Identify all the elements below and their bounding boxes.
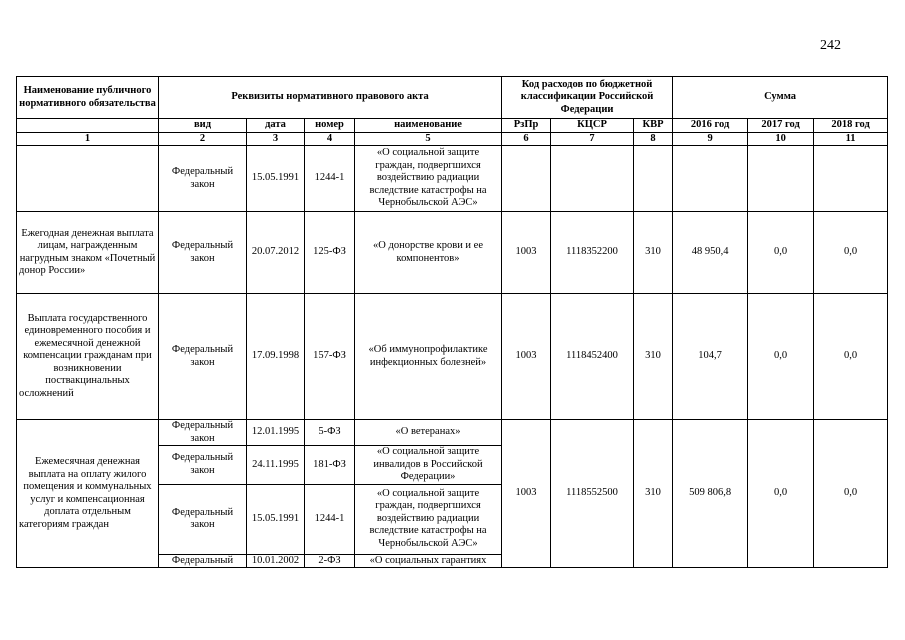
header-kvr: КВР	[634, 119, 673, 133]
act-number: 1244-1	[305, 146, 355, 212]
obligation-name: Ежегодная денежная выплата лицам, награжденным нагрудным знаком «Почетный донор России»	[17, 212, 159, 294]
col-num: 5	[355, 132, 502, 146]
header-kcsr: КЦСР	[551, 119, 634, 133]
col-num: 8	[634, 132, 673, 146]
header-2017: 2017 год	[748, 119, 814, 133]
sum-2016-cell	[673, 146, 748, 212]
header-obligation-name: Наименование публичного нормативного обязательства	[17, 77, 159, 119]
sum-2018-cell: 0,0	[814, 420, 888, 568]
act-date: 15.05.1991	[247, 146, 305, 212]
obligation-name: Ежемесячная денежная выплата на оплату жилого помещения и коммунальных услуг и компенсационная доплата отдельным категориям граждан	[17, 420, 159, 568]
sum-2018-cell: 0,0	[814, 294, 888, 420]
act-type: Федеральный закон	[159, 146, 247, 212]
act-type: Федеральный закон	[159, 446, 247, 485]
sum-2017-cell: 0,0	[748, 294, 814, 420]
sum-2016-cell: 509 806,8	[673, 420, 748, 568]
act-type: Федеральный закон	[159, 294, 247, 420]
act-number: 1244-1	[305, 484, 355, 554]
obligation-cell	[17, 146, 159, 212]
header-row	[17, 77, 888, 119]
header-act-requisites: Реквизиты нормативного правового акта	[159, 77, 502, 119]
kvr-cell: 310	[634, 420, 673, 568]
subheader-row	[17, 119, 888, 133]
page-number: 242	[820, 38, 841, 53]
act-type: Федеральный	[159, 554, 247, 568]
act-date: 17.09.1998	[247, 294, 305, 420]
kcsr-cell: 1118452400	[551, 294, 634, 420]
act-name: «О донорстве крови и ее компонентов»	[355, 212, 502, 294]
table-row	[17, 420, 888, 446]
act-name: «О социальной защите граждан, подвергшихся воздействию радиации вследствие катастрофы на Чернобыльской АЭС»	[355, 146, 502, 212]
table-row	[17, 212, 888, 294]
sum-2017-cell: 0,0	[748, 420, 814, 568]
header-rzpr: РзПр	[502, 119, 551, 133]
col-num: 7	[551, 132, 634, 146]
act-name: «О социальных гарантиях	[355, 554, 502, 568]
col-num: 2	[159, 132, 247, 146]
sum-2016-cell: 48 950,4	[673, 212, 748, 294]
col-num: 4	[305, 132, 355, 146]
act-date: 15.05.1991	[247, 484, 305, 554]
act-number: 181-ФЗ	[305, 446, 355, 485]
sum-2018-cell: 0,0	[814, 212, 888, 294]
act-type: Федеральный закон	[159, 484, 247, 554]
act-name: «О социальной защите инвалидов в Российской Федерации»	[355, 446, 502, 485]
kvr-cell: 310	[634, 212, 673, 294]
kvr-cell	[634, 146, 673, 212]
act-number: 125-ФЗ	[305, 212, 355, 294]
rzpr-cell	[502, 146, 551, 212]
act-number: 5-ФЗ	[305, 420, 355, 446]
act-number: 2-ФЗ	[305, 554, 355, 568]
kcsr-cell: 1118552500	[551, 420, 634, 568]
act-type: Федеральный закон	[159, 420, 247, 446]
header-2018: 2018 год	[814, 119, 888, 133]
act-name: «О социальной защите граждан, подвергшихся воздействию радиации вследствие катастрофы на Чернобыльской АЭС»	[355, 484, 502, 554]
table-row	[17, 294, 888, 420]
column-numbers-row	[17, 132, 888, 146]
header-act-name: наименование	[355, 119, 502, 133]
header-sum: Сумма	[673, 77, 888, 119]
col-num: 9	[673, 132, 748, 146]
rzpr-cell: 1003	[502, 294, 551, 420]
col-num: 3	[247, 132, 305, 146]
act-name: «Об иммунопрофилактике инфекционных болезней»	[355, 294, 502, 420]
act-name: «О ветеранах»	[355, 420, 502, 446]
sum-2018-cell	[814, 146, 888, 212]
kcsr-cell: 1118352200	[551, 212, 634, 294]
header-type: вид	[159, 119, 247, 133]
col-num: 6	[502, 132, 551, 146]
obligations-table	[16, 76, 888, 568]
act-date: 20.07.2012	[247, 212, 305, 294]
act-number: 157-ФЗ	[305, 294, 355, 420]
col-num: 10	[748, 132, 814, 146]
header-obligation-cont	[17, 119, 159, 133]
act-date: 10.01.2002	[247, 554, 305, 568]
kcsr-cell	[551, 146, 634, 212]
rzpr-cell: 1003	[502, 420, 551, 568]
rzpr-cell: 1003	[502, 212, 551, 294]
act-date: 12.01.1995	[247, 420, 305, 446]
sum-2017-cell: 0,0	[748, 212, 814, 294]
header-2016: 2016 год	[673, 119, 748, 133]
sum-2016-cell: 104,7	[673, 294, 748, 420]
header-date: дата	[247, 119, 305, 133]
col-num: 1	[17, 132, 159, 146]
table-row	[17, 146, 888, 212]
act-type: Федеральный закон	[159, 212, 247, 294]
header-number: номер	[305, 119, 355, 133]
act-date: 24.11.1995	[247, 446, 305, 485]
col-num: 11	[814, 132, 888, 146]
header-budget-code: Код расходов по бюджетной классификации Российской Федерации	[502, 77, 673, 119]
obligation-name: Выплата государственного единовременного пособия и ежемесячной денежной компенсации гражданам при возникновении поствакцинальных осложнений	[17, 294, 159, 420]
kvr-cell: 310	[634, 294, 673, 420]
sum-2017-cell	[748, 146, 814, 212]
